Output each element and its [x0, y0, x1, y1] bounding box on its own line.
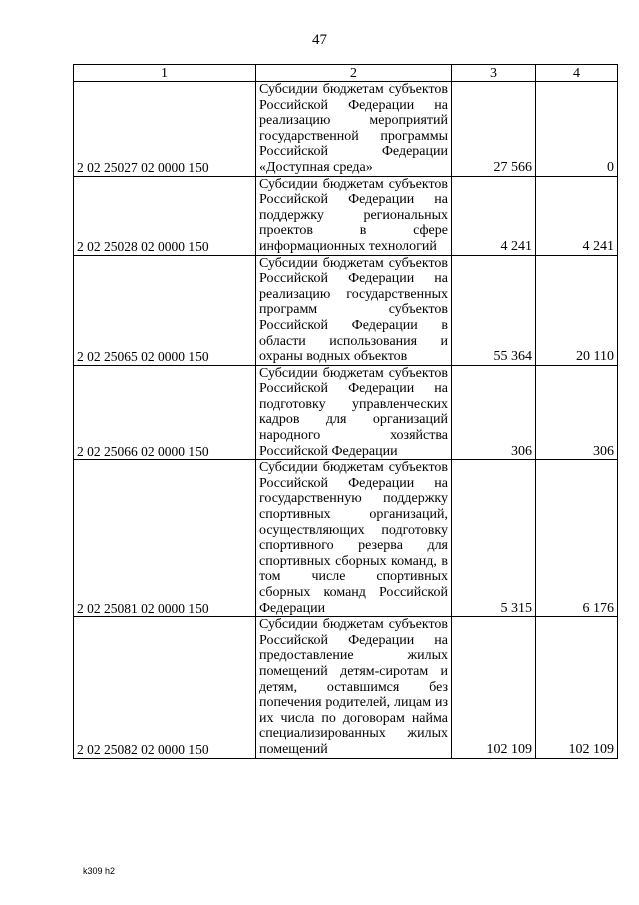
revenue-code: 2 02 25065 02 0000 150: [74, 255, 256, 365]
revenue-description: Субсидии бюджетам субъектов Российской Федерации на предоставление жилых помещений детям-сиротам и детям, оставшимся без попечения родителей, лицам из их числа по договорам найма специализированных жилых помещений: [256, 617, 452, 758]
table-row: [74, 365, 618, 460]
amount-column-4: 102 109: [536, 617, 618, 758]
amount-column-4: 0: [536, 82, 618, 177]
table-row: [74, 82, 618, 177]
revenue-code: 2 02 25028 02 0000 150: [74, 176, 256, 255]
amount-column-3: 5 315: [452, 460, 536, 617]
revenue-code: 2 02 25066 02 0000 150: [74, 365, 256, 460]
amount-column-4: 20 110: [536, 255, 618, 365]
table-header: [74, 65, 618, 82]
revenue-description: Субсидии бюджетам субъектов Российской Федерации на реализацию мероприятий государственной программы Российской Федерации «Доступная среда»: [256, 82, 452, 177]
table-row: [74, 617, 618, 758]
amount-column-3: 4 241: [452, 176, 536, 255]
revenue-description: Субсидии бюджетам субъектов Российской Федерации на поддержку региональных проектов в сфере информационных технологий: [256, 176, 452, 255]
column-header-1: 1: [74, 65, 256, 82]
amount-column-4: 6 176: [536, 460, 618, 617]
table-body: [74, 82, 618, 759]
column-header-3: 3: [452, 65, 536, 82]
revenue-description: Субсидии бюджетам субъектов Российской Федерации на реализацию государственных программ субъектов Российской Федерации в области использования и охраны водных объектов: [256, 255, 452, 365]
amount-column-3: 102 109: [452, 617, 536, 758]
revenue-description: Субсидии бюджетам субъектов Российской Федерации на государственную поддержку спортивных организаций, осуществляющих подготовку спортивного резерва для спортивных сборных команд, в том числе спортивных сборных команд Российской Федерации: [256, 460, 452, 617]
table-row: [74, 460, 618, 617]
table-row: [74, 255, 618, 365]
amount-column-3: 306: [452, 365, 536, 460]
table-row: [74, 176, 618, 255]
header-row: [74, 65, 618, 82]
revenue-code: 2 02 25027 02 0000 150: [74, 82, 256, 177]
budget-table: [73, 64, 618, 759]
column-header-2: 2: [256, 65, 452, 82]
amount-column-4: 4 241: [536, 176, 618, 255]
revenue-description: Субсидии бюджетам субъектов Российской Федерации на подготовку управленческих кадров для организаций народного хозяйства Российской Федерации: [256, 365, 452, 460]
page-number: 47: [312, 32, 327, 48]
revenue-code: 2 02 25082 02 0000 150: [74, 617, 256, 758]
column-header-4: 4: [536, 65, 618, 82]
amount-column-4: 306: [536, 365, 618, 460]
amount-column-3: 27 566: [452, 82, 536, 177]
document-footer-code: k309 h2: [83, 866, 116, 876]
amount-column-3: 55 364: [452, 255, 536, 365]
revenue-code: 2 02 25081 02 0000 150: [74, 460, 256, 617]
